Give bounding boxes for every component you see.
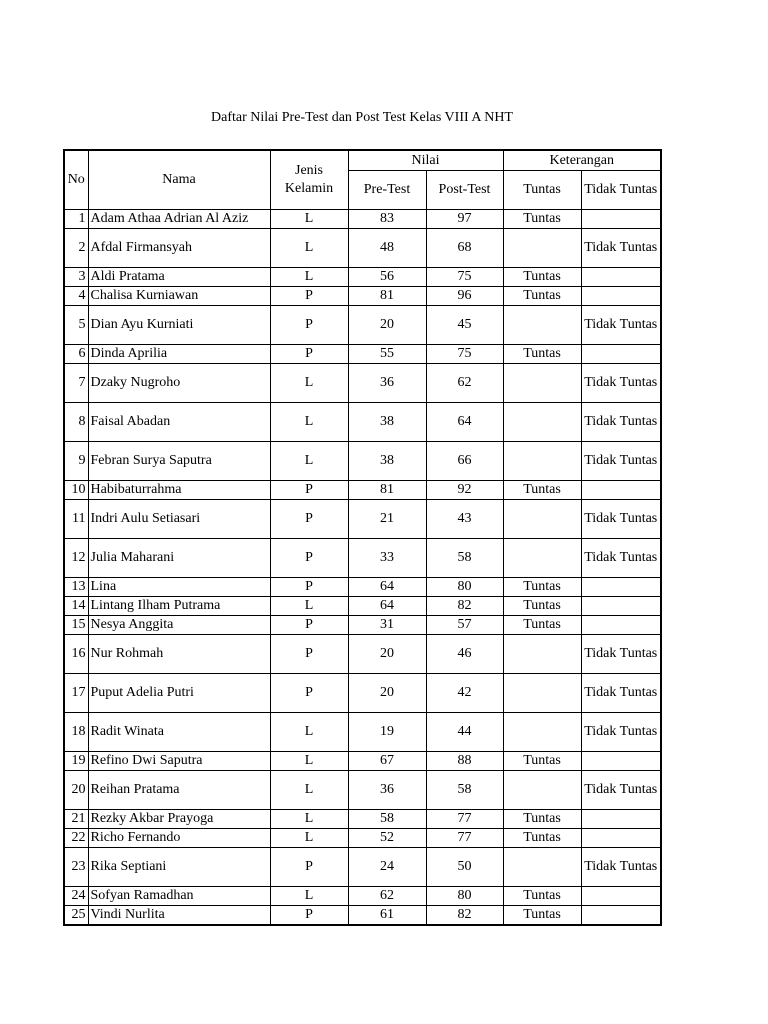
pre-test-score: 31 [348, 616, 426, 635]
gender-cell: L [270, 210, 348, 229]
gender-cell: L [270, 713, 348, 752]
tuntas-cell [503, 713, 581, 752]
row-number: 17 [64, 674, 88, 713]
tidak-tuntas-cell [581, 481, 661, 500]
gender-cell: L [270, 229, 348, 268]
table-row [64, 345, 661, 364]
row-number: 8 [64, 403, 88, 442]
row-number: 7 [64, 364, 88, 403]
pre-test-score: 81 [348, 287, 426, 306]
gender-cell: P [270, 578, 348, 597]
header-nilai: Nilai [348, 150, 503, 171]
student-name: Nur Rohmah [88, 635, 270, 674]
tuntas-cell [503, 364, 581, 403]
post-test-score: 57 [426, 616, 503, 635]
tidak-tuntas-cell: Tidak Tuntas [581, 713, 661, 752]
student-name: Adam Athaa Adrian Al Aziz [88, 210, 270, 229]
table-row [64, 210, 661, 229]
row-number: 4 [64, 287, 88, 306]
student-name: Vindi Nurlita [88, 906, 270, 926]
table-row [64, 887, 661, 906]
row-number: 18 [64, 713, 88, 752]
post-test-score: 96 [426, 287, 503, 306]
pre-test-score: 38 [348, 403, 426, 442]
table-row [64, 752, 661, 771]
header-jenis-kelamin: Jenis Kelamin [270, 150, 348, 210]
student-name: Dinda Aprilia [88, 345, 270, 364]
tidak-tuntas-cell [581, 578, 661, 597]
tidak-tuntas-cell [581, 752, 661, 771]
tuntas-cell: Tuntas [503, 481, 581, 500]
student-name: Radit Winata [88, 713, 270, 752]
post-test-score: 77 [426, 829, 503, 848]
row-number: 23 [64, 848, 88, 887]
score-table [63, 149, 662, 926]
student-name: Lina [88, 578, 270, 597]
gender-cell: P [270, 481, 348, 500]
student-name: Rika Septiani [88, 848, 270, 887]
tuntas-cell: Tuntas [503, 578, 581, 597]
student-name: Lintang Ilham Putrama [88, 597, 270, 616]
student-name: Sofyan Ramadhan [88, 887, 270, 906]
table-row [64, 442, 661, 481]
pre-test-score: 81 [348, 481, 426, 500]
student-name: Rezky Akbar Prayoga [88, 810, 270, 829]
tuntas-cell [503, 674, 581, 713]
pre-test-score: 20 [348, 306, 426, 345]
table-row [64, 539, 661, 578]
pre-test-score: 36 [348, 771, 426, 810]
table-row [64, 229, 661, 268]
pre-test-score: 55 [348, 345, 426, 364]
header-tidak-tuntas: Tidak Tuntas [581, 171, 661, 210]
student-name: Nesya Anggita [88, 616, 270, 635]
tidak-tuntas-cell: Tidak Tuntas [581, 306, 661, 345]
table-row [64, 268, 661, 287]
row-number: 24 [64, 887, 88, 906]
gender-cell: P [270, 345, 348, 364]
pre-test-score: 38 [348, 442, 426, 481]
gender-cell: L [270, 597, 348, 616]
post-test-score: 43 [426, 500, 503, 539]
post-test-score: 80 [426, 578, 503, 597]
gender-cell: P [270, 848, 348, 887]
table-row [64, 674, 661, 713]
pre-test-score: 48 [348, 229, 426, 268]
tidak-tuntas-cell: Tidak Tuntas [581, 771, 661, 810]
post-test-score: 82 [426, 906, 503, 926]
gender-cell: L [270, 810, 348, 829]
row-number: 19 [64, 752, 88, 771]
row-number: 16 [64, 635, 88, 674]
row-number: 1 [64, 210, 88, 229]
row-number: 5 [64, 306, 88, 345]
tidak-tuntas-cell [581, 829, 661, 848]
row-number: 3 [64, 268, 88, 287]
pre-test-score: 20 [348, 674, 426, 713]
pre-test-score: 21 [348, 500, 426, 539]
pre-test-score: 33 [348, 539, 426, 578]
student-name: Habibaturrahma [88, 481, 270, 500]
header-keterangan: Keterangan [503, 150, 661, 171]
tuntas-cell [503, 771, 581, 810]
row-number: 13 [64, 578, 88, 597]
row-number: 22 [64, 829, 88, 848]
gender-cell: L [270, 364, 348, 403]
student-name: Julia Maharani [88, 539, 270, 578]
tuntas-cell: Tuntas [503, 287, 581, 306]
pre-test-score: 19 [348, 713, 426, 752]
post-test-score: 42 [426, 674, 503, 713]
pre-test-score: 62 [348, 887, 426, 906]
header-tuntas: Tuntas [503, 171, 581, 210]
tidak-tuntas-cell: Tidak Tuntas [581, 539, 661, 578]
table-row [64, 829, 661, 848]
pre-test-score: 64 [348, 597, 426, 616]
row-number: 2 [64, 229, 88, 268]
pre-test-score: 56 [348, 268, 426, 287]
student-name: Dian Ayu Kurniati [88, 306, 270, 345]
pre-test-score: 83 [348, 210, 426, 229]
table-row [64, 578, 661, 597]
student-name: Dzaky Nugroho [88, 364, 270, 403]
tidak-tuntas-cell: Tidak Tuntas [581, 442, 661, 481]
tuntas-cell: Tuntas [503, 268, 581, 287]
student-name: Reihan Pratama [88, 771, 270, 810]
tidak-tuntas-cell [581, 906, 661, 926]
gender-cell: P [270, 539, 348, 578]
post-test-score: 58 [426, 539, 503, 578]
tidak-tuntas-cell: Tidak Tuntas [581, 500, 661, 539]
header-row-1 [64, 150, 661, 171]
row-number: 6 [64, 345, 88, 364]
pre-test-score: 20 [348, 635, 426, 674]
tuntas-cell: Tuntas [503, 829, 581, 848]
student-name: Afdal Firmansyah [88, 229, 270, 268]
header-nama: Nama [88, 150, 270, 210]
tuntas-cell [503, 403, 581, 442]
tidak-tuntas-cell: Tidak Tuntas [581, 674, 661, 713]
table-row [64, 287, 661, 306]
gender-cell: P [270, 306, 348, 345]
tidak-tuntas-cell: Tidak Tuntas [581, 635, 661, 674]
student-name: Indri Aulu Setiasari [88, 500, 270, 539]
tuntas-cell [503, 500, 581, 539]
post-test-score: 44 [426, 713, 503, 752]
tidak-tuntas-cell [581, 887, 661, 906]
tidak-tuntas-cell [581, 616, 661, 635]
gender-cell: P [270, 616, 348, 635]
post-test-score: 50 [426, 848, 503, 887]
tidak-tuntas-cell: Tidak Tuntas [581, 229, 661, 268]
tuntas-cell [503, 306, 581, 345]
pre-test-score: 36 [348, 364, 426, 403]
student-name: Refino Dwi Saputra [88, 752, 270, 771]
gender-cell: L [270, 268, 348, 287]
table-row [64, 635, 661, 674]
post-test-score: 80 [426, 887, 503, 906]
row-number: 25 [64, 906, 88, 926]
pre-test-score: 24 [348, 848, 426, 887]
post-test-score: 75 [426, 345, 503, 364]
table-row [64, 597, 661, 616]
post-test-score: 68 [426, 229, 503, 268]
row-number: 14 [64, 597, 88, 616]
gender-cell: P [270, 287, 348, 306]
gender-cell: L [270, 442, 348, 481]
table-row [64, 306, 661, 345]
gender-cell: L [270, 403, 348, 442]
table-row [64, 500, 661, 539]
tuntas-cell [503, 442, 581, 481]
tuntas-cell: Tuntas [503, 345, 581, 364]
tidak-tuntas-cell [581, 287, 661, 306]
tuntas-cell: Tuntas [503, 906, 581, 926]
student-name: Chalisa Kurniawan [88, 287, 270, 306]
row-number: 10 [64, 481, 88, 500]
pre-test-score: 58 [348, 810, 426, 829]
gender-cell: P [270, 635, 348, 674]
post-test-score: 88 [426, 752, 503, 771]
table-row [64, 906, 661, 926]
tidak-tuntas-cell: Tidak Tuntas [581, 364, 661, 403]
tuntas-cell: Tuntas [503, 810, 581, 829]
tidak-tuntas-cell [581, 597, 661, 616]
student-name: Febran Surya Saputra [88, 442, 270, 481]
tuntas-cell: Tuntas [503, 597, 581, 616]
row-number: 11 [64, 500, 88, 539]
post-test-score: 75 [426, 268, 503, 287]
gender-cell: P [270, 500, 348, 539]
tuntas-cell: Tuntas [503, 616, 581, 635]
tuntas-cell [503, 848, 581, 887]
row-number: 21 [64, 810, 88, 829]
post-test-score: 64 [426, 403, 503, 442]
post-test-score: 66 [426, 442, 503, 481]
post-test-score: 46 [426, 635, 503, 674]
post-test-score: 62 [426, 364, 503, 403]
gender-cell: L [270, 752, 348, 771]
student-name: Faisal Abadan [88, 403, 270, 442]
row-number: 20 [64, 771, 88, 810]
post-test-score: 92 [426, 481, 503, 500]
gender-cell: L [270, 829, 348, 848]
header-no: No [64, 150, 88, 210]
table-row [64, 403, 661, 442]
gender-cell: L [270, 887, 348, 906]
tidak-tuntas-cell: Tidak Tuntas [581, 403, 661, 442]
table-row [64, 771, 661, 810]
student-name: Aldi Pratama [88, 268, 270, 287]
table-row [64, 481, 661, 500]
gender-cell: P [270, 906, 348, 926]
gender-cell: L [270, 771, 348, 810]
tidak-tuntas-cell [581, 210, 661, 229]
tuntas-cell [503, 539, 581, 578]
header-pre-test: Pre-Test [348, 171, 426, 210]
table-row [64, 364, 661, 403]
row-number: 15 [64, 616, 88, 635]
pre-test-score: 64 [348, 578, 426, 597]
tuntas-cell: Tuntas [503, 210, 581, 229]
tidak-tuntas-cell [581, 810, 661, 829]
post-test-score: 58 [426, 771, 503, 810]
post-test-score: 45 [426, 306, 503, 345]
tuntas-cell [503, 635, 581, 674]
student-name: Puput Adelia Putri [88, 674, 270, 713]
tidak-tuntas-cell [581, 345, 661, 364]
pre-test-score: 52 [348, 829, 426, 848]
post-test-score: 97 [426, 210, 503, 229]
tuntas-cell: Tuntas [503, 887, 581, 906]
table-row [64, 848, 661, 887]
row-number: 9 [64, 442, 88, 481]
header-post-test: Post-Test [426, 171, 503, 210]
pre-test-score: 61 [348, 906, 426, 926]
tidak-tuntas-cell: Tidak Tuntas [581, 848, 661, 887]
table-row [64, 713, 661, 752]
post-test-score: 82 [426, 597, 503, 616]
document-title: Daftar Nilai Pre-Test dan Post Test Kelas VIII A NHT [211, 110, 513, 125]
tuntas-cell [503, 229, 581, 268]
row-number: 12 [64, 539, 88, 578]
tuntas-cell: Tuntas [503, 752, 581, 771]
student-name: Richo Fernando [88, 829, 270, 848]
table-row [64, 810, 661, 829]
table-row [64, 616, 661, 635]
post-test-score: 77 [426, 810, 503, 829]
pre-test-score: 67 [348, 752, 426, 771]
gender-cell: P [270, 674, 348, 713]
tidak-tuntas-cell [581, 268, 661, 287]
